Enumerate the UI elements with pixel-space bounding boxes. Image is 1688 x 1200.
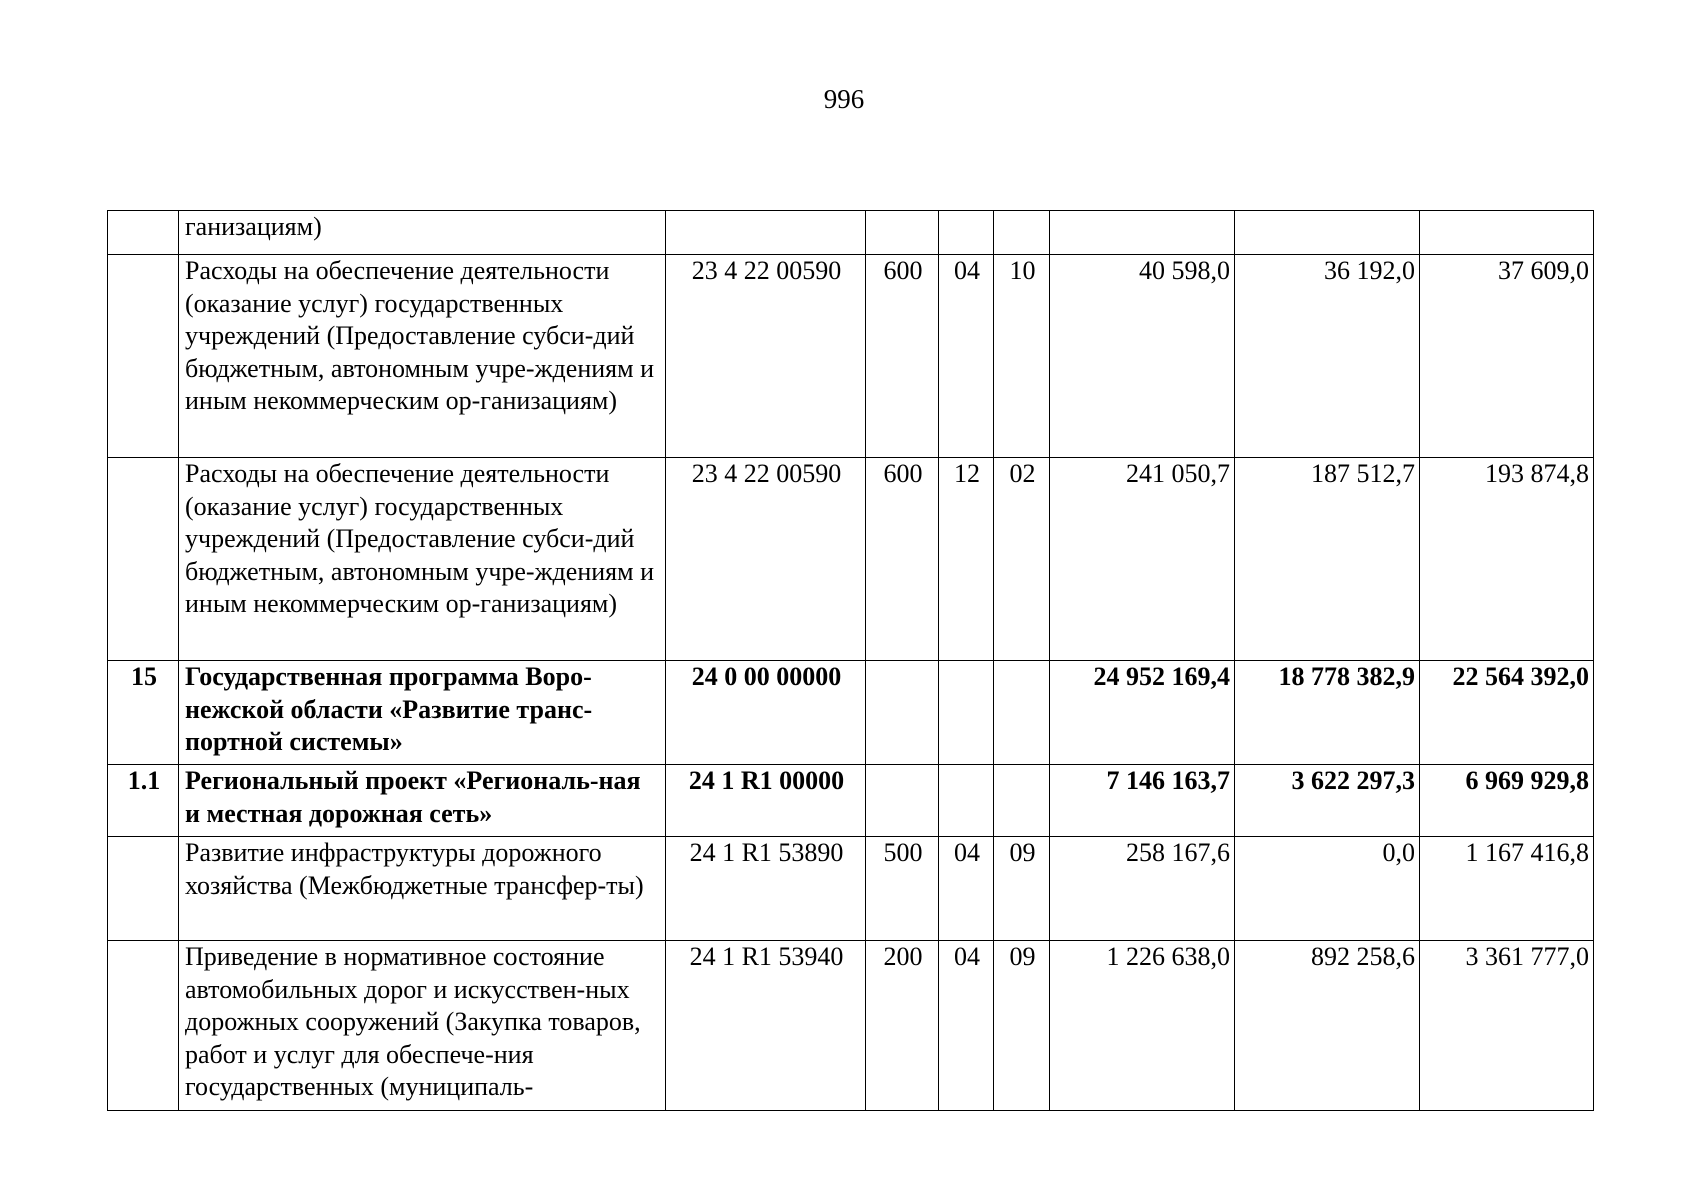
- target-article-code: 24 1 R1 53890: [666, 837, 866, 941]
- subsection-code: [994, 765, 1050, 837]
- row-name: Развитие инфраструктуры дорожного хозяйства (Межбюджетные трансфер-ты): [179, 837, 666, 941]
- table-row: [108, 941, 1594, 1111]
- target-article-code: 24 1 R1 00000: [666, 765, 866, 837]
- amount-year-2: 187 512,7: [1235, 458, 1420, 661]
- expense-type: 200: [866, 941, 939, 1111]
- table-row: [108, 255, 1594, 458]
- section-code: [939, 211, 994, 255]
- row-name: Расходы на обеспечение деятельности (оказание услуг) государственных учреждений (Предоставление субси-дий бюджетным, автономным учре-ждениям и иным некоммерческим ор-ганизациям): [179, 255, 666, 458]
- amount-year-2: 36 192,0: [1235, 255, 1420, 458]
- row-name: Государственная программа Воро-нежской области «Развитие транс-портной системы»: [179, 661, 666, 765]
- subsection-code: [994, 211, 1050, 255]
- amount-year-2: [1235, 211, 1420, 255]
- expense-type: [866, 211, 939, 255]
- table-row: [108, 458, 1594, 661]
- section-code: [939, 765, 994, 837]
- row-name: Приведение в нормативное состояние автомобильных дорог и искусствен-ных дорожных сооружений (Закупка товаров, работ и услуг для обеспече-ния государственных (муниципаль-: [179, 941, 666, 1111]
- budget-table: [107, 210, 1594, 1111]
- row-number: 1.1: [108, 765, 179, 837]
- row-number: [108, 941, 179, 1111]
- amount-year-3: 37 609,0: [1420, 255, 1594, 458]
- amount-year-2: 0,0: [1235, 837, 1420, 941]
- table-row: [108, 837, 1594, 941]
- expense-type: [866, 661, 939, 765]
- amount-year-1: 7 146 163,7: [1050, 765, 1235, 837]
- amount-year-1: 1 226 638,0: [1050, 941, 1235, 1111]
- table-row-program: [108, 661, 1594, 765]
- expense-type: 500: [866, 837, 939, 941]
- subsection-code: 09: [994, 941, 1050, 1111]
- amount-year-2: 18 778 382,9: [1235, 661, 1420, 765]
- amount-year-3: 22 564 392,0: [1420, 661, 1594, 765]
- amount-year-2: 3 622 297,3: [1235, 765, 1420, 837]
- amount-year-3: 193 874,8: [1420, 458, 1594, 661]
- row-name: ганизациям): [179, 211, 666, 255]
- section-code: 12: [939, 458, 994, 661]
- target-article-code: 24 1 R1 53940: [666, 941, 866, 1111]
- target-article-code: [666, 211, 866, 255]
- subsection-code: 10: [994, 255, 1050, 458]
- row-number: 15: [108, 661, 179, 765]
- amount-year-1: 241 050,7: [1050, 458, 1235, 661]
- row-number: [108, 458, 179, 661]
- amount-year-3: 6 969 929,8: [1420, 765, 1594, 837]
- section-code: 04: [939, 837, 994, 941]
- target-article-code: 24 0 00 00000: [666, 661, 866, 765]
- section-code: 04: [939, 255, 994, 458]
- expense-type: 600: [866, 458, 939, 661]
- amount-year-2: 892 258,6: [1235, 941, 1420, 1111]
- target-article-code: 23 4 22 00590: [666, 255, 866, 458]
- amount-year-3: [1420, 211, 1594, 255]
- expense-type: [866, 765, 939, 837]
- amount-year-1: [1050, 211, 1235, 255]
- subsection-code: 02: [994, 458, 1050, 661]
- expense-type: 600: [866, 255, 939, 458]
- section-code: [939, 661, 994, 765]
- row-number: [108, 211, 179, 255]
- row-number: [108, 837, 179, 941]
- amount-year-1: 40 598,0: [1050, 255, 1235, 458]
- subsection-code: [994, 661, 1050, 765]
- subsection-code: 09: [994, 837, 1050, 941]
- table-row: [108, 211, 1594, 255]
- row-number: [108, 255, 179, 458]
- table-row-project: [108, 765, 1594, 837]
- amount-year-1: 24 952 169,4: [1050, 661, 1235, 765]
- row-name: Региональный проект «Региональ-ная и местная дорожная сеть»: [179, 765, 666, 837]
- target-article-code: 23 4 22 00590: [666, 458, 866, 661]
- row-name: Расходы на обеспечение деятельности (оказание услуг) государственных учреждений (Предоставление субси-дий бюджетным, автономным учре-ждениям и иным некоммерческим ор-ганизациям): [179, 458, 666, 661]
- page-number: 996: [823, 84, 865, 114]
- amount-year-3: 1 167 416,8: [1420, 837, 1594, 941]
- amount-year-3: 3 361 777,0: [1420, 941, 1594, 1111]
- amount-year-1: 258 167,6: [1050, 837, 1235, 941]
- section-code: 04: [939, 941, 994, 1111]
